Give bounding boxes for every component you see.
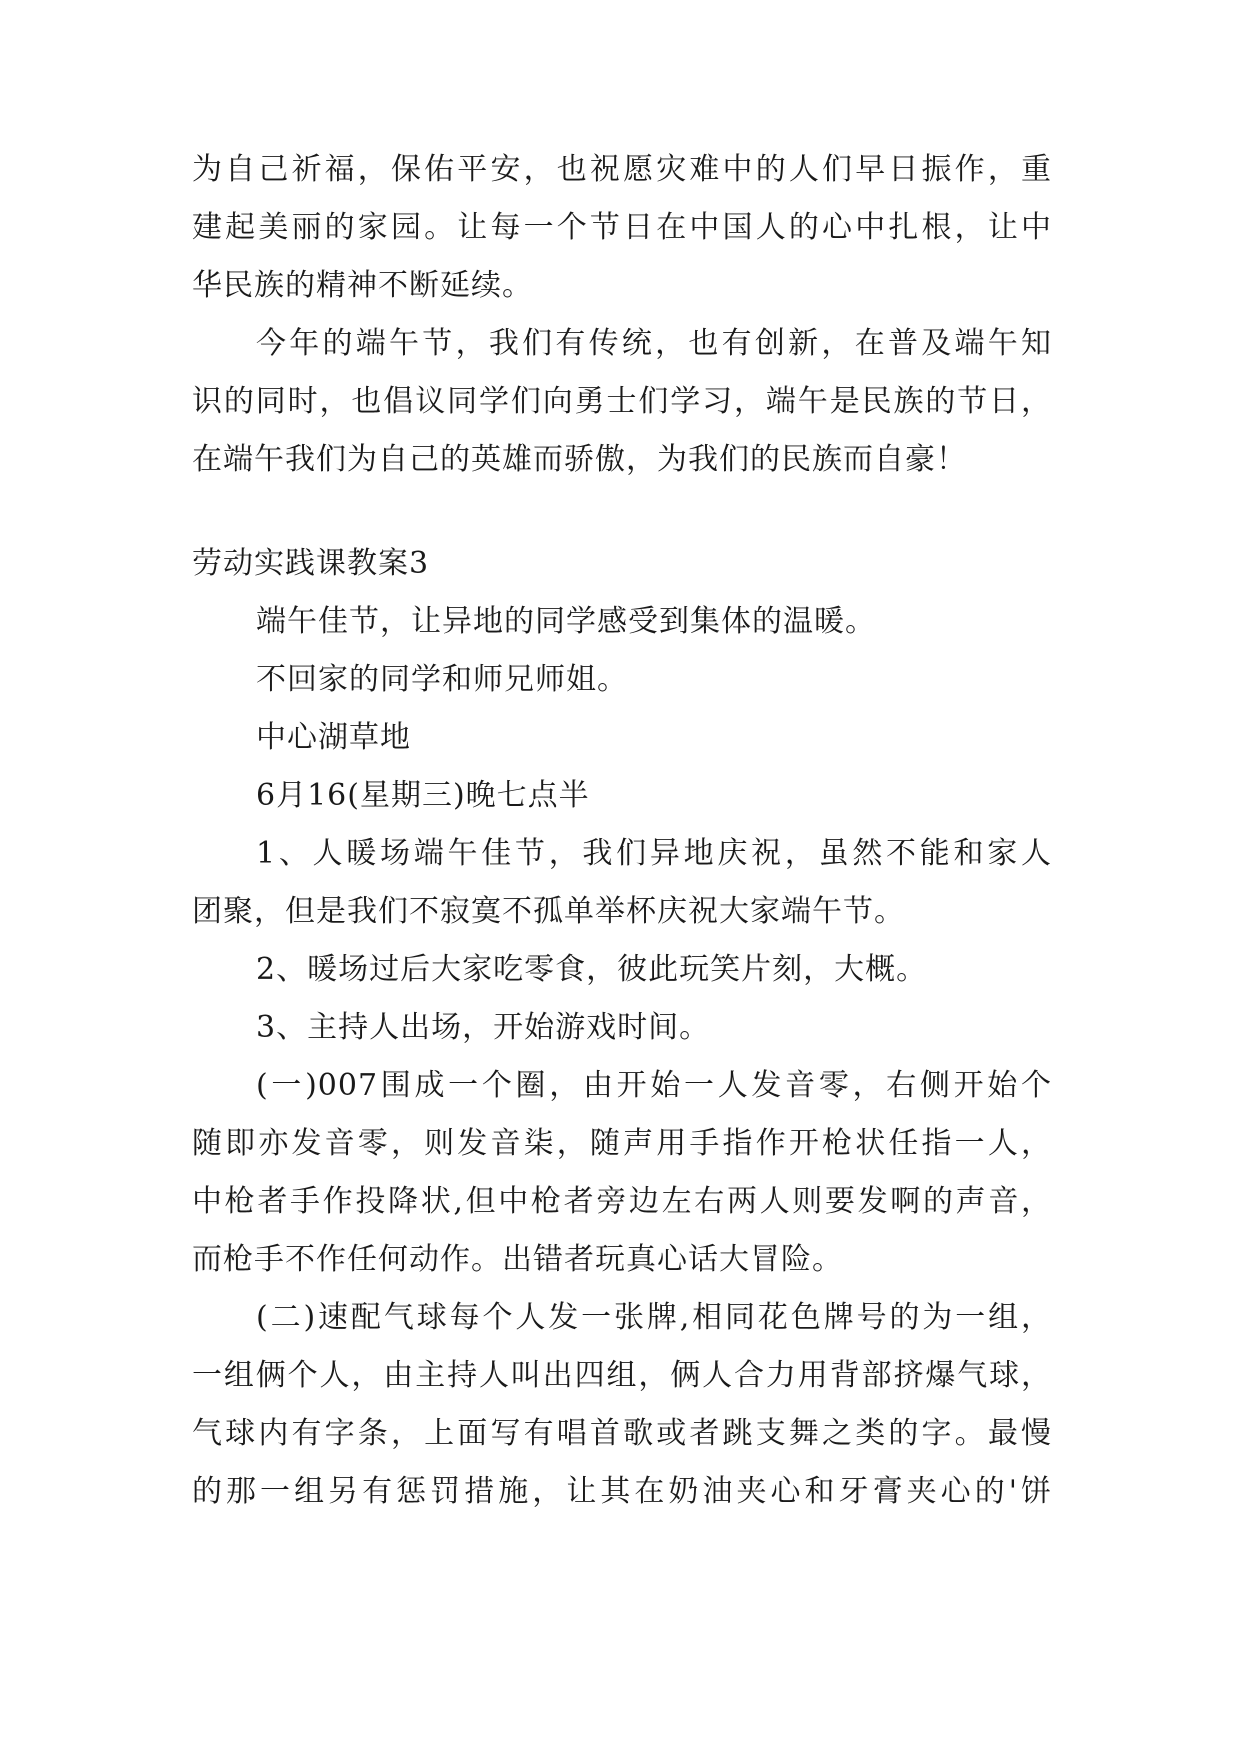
paragraph-line: 不回家的同学和师兄师姐。: [256, 662, 628, 697]
paragraph-line: 中心湖草地: [256, 720, 411, 755]
paragraph-line: 的那一组另有惩罚措施，让其在奶油夹心和牙膏夹心的'饼: [192, 1474, 1052, 1509]
paragraph-line: 团聚，但是我们不寂寞不孤单举杯庆祝大家端午节。: [192, 894, 905, 929]
paragraph-line: 而枪手不作任何动作。出错者玩真心话大冒险。: [192, 1242, 843, 1277]
paragraph-line: 1、人暖场端午佳节，我们异地庆祝，虽然不能和家人: [256, 836, 1052, 871]
paragraph-line: 端午佳节，让异地的同学感受到集体的温暖。: [256, 604, 876, 639]
paragraph-line: 2、暖场过后大家吃零食，彼此玩笑片刻，大概。: [256, 952, 928, 987]
paragraph-line: 气球内有字条，上面写有唱首歌或者跳支舞之类的字。最慢: [192, 1416, 1052, 1451]
section-heading: 劳动实践课教案3: [192, 546, 430, 581]
paragraph-line: 一组俩个人，由主持人叫出四组，俩人合力用背部挤爆气球，: [192, 1358, 1052, 1393]
paragraph-line: 中枪者手作投降状,但中枪者旁边左右两人则要发啊的声音，: [192, 1184, 1052, 1219]
paragraph-line: 识的同时，也倡议同学们向勇士们学习，端午是民族的节日，: [192, 384, 1052, 419]
paragraph-line: 今年的端午节，我们有传统，也有创新，在普及端午知: [256, 326, 1052, 361]
paragraph-line: 建起美丽的家园。让每一个节日在中国人的心中扎根，让中: [192, 210, 1052, 245]
paragraph-line: (一)007围成一个圈，由开始一人发音零，右侧开始个: [256, 1068, 1052, 1103]
paragraph-line: 随即亦发音零，则发音柒，随声用手指作开枪状任指一人，: [192, 1126, 1052, 1161]
paragraph-line: (二)速配气球每个人发一张牌,相同花色牌号的为一组，: [256, 1300, 1052, 1335]
paragraph-line: 为自己祈福，保佑平安，也祝愿灾难中的人们早日振作，重: [192, 152, 1052, 187]
paragraph-line: 3、主持人出场，开始游戏时间。: [256, 1010, 711, 1045]
paragraph-line: 在端午我们为自己的英雄而骄傲，为我们的民族而自豪！: [192, 442, 967, 477]
paragraph-line: 华民族的精神不断延续。: [192, 268, 533, 303]
paragraph-line: 6月16(星期三)晚七点半: [256, 778, 590, 813]
